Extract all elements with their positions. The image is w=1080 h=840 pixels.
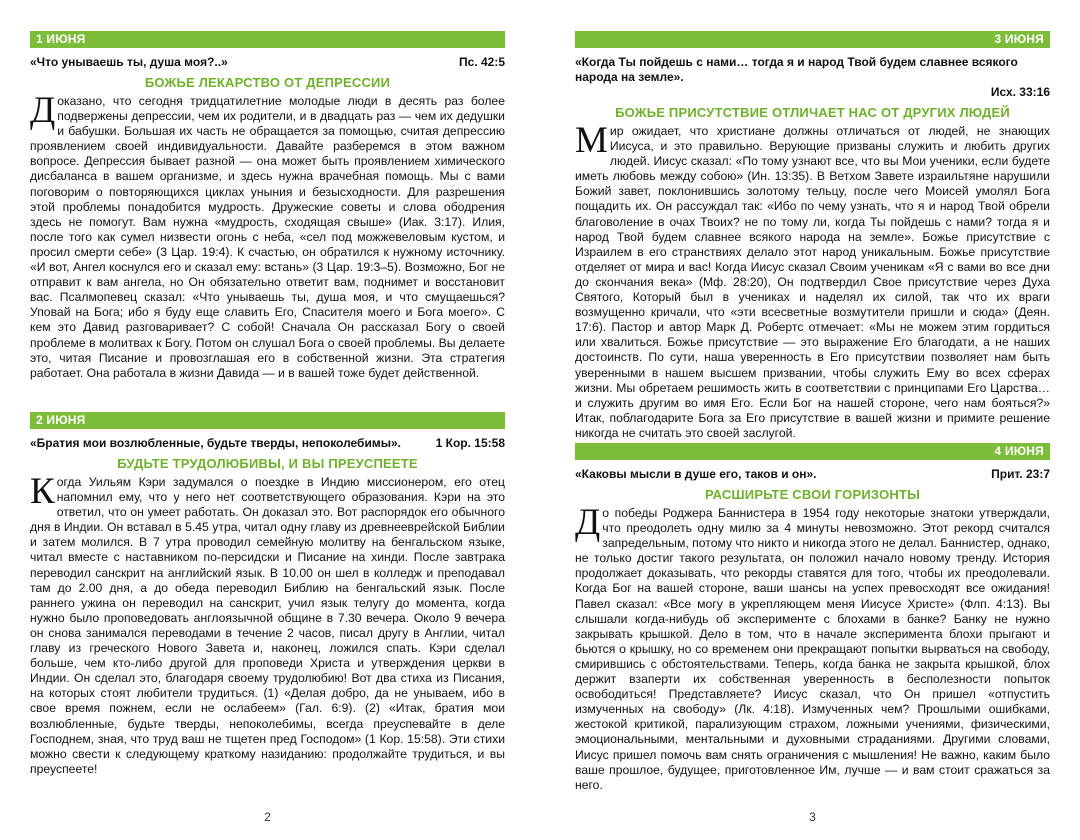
verse-quote: «Каковы мысли в душе его, таков и он». <box>575 467 817 481</box>
drop-cap: Д <box>30 90 56 131</box>
date-bar: 3 ИЮНЯ <box>575 31 1050 48</box>
body-text: огда Уильям Кэри задумался о поездке в Индию миссионером, его отец напомнил ему, что у него нет соответствующего образования. Кэри на это ответил, что он умеет работать. Он доказал это. Вот распорядок его обычного дня в Индии. Он вставал в 5.45 утра, читал одну главу из древнееврейской Библии и затем молился. В 7 утра проводил семейную молитву на бенгальском языке, читал вместе с наставником по-персидски и Писание на хинди. После завтрака переводил санскрит на английский язык. В 10.00 он шел в колледж и преподавал там до 2.00 дня, а до обеда переводил Библию на бенгальский язык. После раннего ужина он переводил на санскрит, учил язык телугу до момента, когда нужно было проповедовать англоязычной общине в 7.30 вечера. Около 9 вечера он снова занимался переводами в течение 2 часов, писал другу в Англии, читал главу из греческого Нового Завета и, наконец, ложился спать. Кэри сделал больше, чем кто-либо другой для проповеди Христа и утверждения церкви в Индии. Он сделал это, благодаря своему трудолюбию! Вот два стиха из Писания, на которых стоят любители трудиться. (1) «Делая добро, да не унываем, ибо в свое время пожнем, если не ослабеем» (Гал. 6:9). (2) «Итак, братия мои возлюбленные, будьте тверды, непоколебимы, всегда преуспевайте в деле Господнем, зная, что труд ваш не тщетен пред Господом» (1 Кор. 15:58). Эти стихи можно свести к следующему краткому назиданию: продолжайте трудиться, и вы преуспеете! <box>30 475 505 776</box>
verse-quote: «Братия мои возлюбленные, будьте тверды, непоколебимы». <box>30 436 401 450</box>
drop-cap: М <box>575 120 608 161</box>
page-number: 3 <box>809 810 816 824</box>
drop-cap: К <box>30 471 55 512</box>
verse-reference: Пс. 42:5 <box>459 55 505 69</box>
devotional-june-3 <box>575 31 1050 441</box>
devotional-june-4 <box>575 443 1050 793</box>
verse-reference: Исх. 33:16 <box>990 85 1050 99</box>
body-text: ир ожидает, что христиане должны отличаться от людей, не знающих Иисуса, и это правильно. Верующие призваны служить и любить других людей. Иисус сказал: «По тому узнают все, что вы Мои ученики, если будете иметь любовь между собою» (Ин. 13:35). В Ветхом Завете израильтяне нарушили Божий завет, поклонившись золотому тельцу, после чего Моисей умолял Бога пощадить их. Он рассуждал так: «Ибо по чему узнать, что я и народ Твой обрели благоволение в очах Твоих? не по тому ли, когда Ты пойдешь с нами? тогда я и народ Твой будем славнее всякого народа на земле». Божье присутствие с Израилем в его странствиях делало этот народ уникальным. Божье присутствие отделяет от мира и вас! Когда Иисус сказал Своим ученикам «Я с вами во все дни до скончания века» (Мф. 28:20), Он подтвердил Свое присутствие через Духа Святого, Который был в учениках и наделял их силой, так что их враги возмущенно кричали, что «эти всесветные возмутители пришли и сюда» (Деян. 17:6). Пастор и автор Марк Д. Робертс отмечает: «Мы не можем этим гордиться или хвалиться. Божье присутствие — это выражение Его благодати, а не наших достоинств. По сути, наша уверенность в Его присутствии позволяет нам быть уверенными в нашем высшем призвании, чтобы служить Ему во всех сферах жизни. Мы обретаем решимость жить в соответствии с принципами Его Царства… и служить другим во имя Его. Если Бог на нашей стороне, чего нам бояться?» Итак, поблагодарите Бога за Его присутствие в вашей жизни и примите решение никогда не считать это своей заслугой. <box>575 124 1050 440</box>
verse-reference: 1 Кор. 15:58 <box>435 436 505 450</box>
verse-row <box>575 467 1050 482</box>
verse-quote: «Когда Ты пойдешь с нами… тогда я и народ Твой будем славнее всякого народа на земле». <box>575 55 1018 84</box>
devotional-body <box>30 90 505 381</box>
verse-quote: «Что унываешь ты, душа моя?..» <box>30 55 228 69</box>
date-bar: 2 ИЮНЯ <box>30 412 505 429</box>
devotional-title: БОЖЬЕ ЛЕКАРСТВО ОТ ДЕПРЕССИИ <box>144 75 391 90</box>
devotional-title: БОЖЬЕ ПРИСУТСТВИЕ ОТЛИЧАЕТ НАС ОТ ДРУГИХ ЛЮДЕЙ <box>615 105 1010 120</box>
body-text: оказано, что сегодня тридцатилетние молодые люди в десять раз более подвержены депрессии, чем их родители, и в двадцать раз — чем их дедушки и бабушки. Большая их часть не обращается за помощью, считая депрессию проявлением своей индивидуальности. Давайте разберемся в этом важном вопросе. Депрессия бывает разной — она может быть проявлением химического дисбаланса в вашем организме, и здесь нужна врачебная помощь. Мы с вами поговорим о повторяющихся циклах уныния и безысходности. Для разрешения этой проблемы понадобится мудрость. Дружеские советы и слова ободрения здесь не помогут. Вам нужна «мудрость, сходящая свыше» (Иак. 3:17). Илия, после того как сумел низвести огонь с неба, «сел под можжевеловым кустом, и просил смерти себе» (3 Цар. 19:4). К счастью, он обратился к нужному источнику. «И вот, Ангел коснулся его и сказал ему: встань» (3 Цар. 19:3–5). Возможно, Бог не отправит к вам ангела, но Он обязательно ответит вам, поднимет и восстановит вас. Псалмопевец сказал: «Что унываешь ты, душа моя, и что смущаешься? Уповай на Бога; ибо я буду еще славить Его, Спасителя моего и Бога моего». С кем это Давид разговаривает? С собой! Сначала Он рассказал Богу о своей проблеме в молитвах к Богу. Потом он слушал Бога о своей проблемы. Вы делаете это, читая Писание и провозглашая его в собственной жизни. Эта стратегия работает. Она работала в жизни Давида — и в вашей тоже будет действенной. <box>30 94 505 380</box>
right-page <box>575 0 1050 840</box>
verse-row <box>30 436 505 451</box>
body-text: о победы Роджера Баннистера в 1954 году некоторые знатоки утверждали, что преодолеть одну милю за 4 минуты невозможно. Этот рекорд считался запредельным, потому что никто и никогда этого не делал. Баннистер, однако, не только достиг такого результата, он положил начало новому тренду. История продолжает доказывать, что рекорды ставятся для того, чтобы их преодолевали. Когда Бог на вашей стороне, ваши шансы на успех превосходят все ожидания! Павел сказал: «Все могу в укрепляющем меня Иисусе Христе» (Флп. 4:13). Вы слышали когда-нибудь об эксперименте с блохами в банке? Банку не нужно закрывать крышкой. Дело в том, что в начале эксперимента блохи прыгают и бьются о крышку, но со временем они прекращают попытки вырваться на свободу, смирившись с обстоятельствами. Теперь, когда банка не закрыта крышкой, блох держит взаперти их собственная уверенность в бесполезности попыток освободиться! Представляете? Иисус сказал, что Он пришел «отпустить измученных на свободу» (Лк. 4:18). Измученных чем? Прошлыми ошибками, жестокой критикой, парализующим страхом, ложными учениями, физическими, эмоциональными, ментальными и духовными страданиями. Другими словами, Иисус пришел помочь вам снять ограничения с мышления! Не важно, каким было ваше прошлое, будущее, приготовленное Им, лучше — и вам стоит сражаться за него. <box>575 506 1050 792</box>
devotional-title: РАСШИРЬТЕ СВОИ ГОРИЗОНТЫ <box>704 487 921 502</box>
devotional-june-1 <box>30 31 505 381</box>
date-bar: 1 ИЮНЯ <box>30 31 505 48</box>
devotional-body <box>575 502 1050 793</box>
verse-reference: Прит. 23:7 <box>991 467 1050 481</box>
verse-row <box>575 55 1050 100</box>
devotional-title: БУДЬТЕ ТРУДОЛЮБИВЫ, И ВЫ ПРЕУСПЕЕТЕ <box>117 456 418 471</box>
date-bar: 4 ИЮНЯ <box>575 443 1050 460</box>
drop-cap: Д <box>575 502 601 543</box>
devotional-body <box>575 120 1050 441</box>
verse-row <box>30 55 505 70</box>
page-number: 2 <box>264 810 271 824</box>
left-page <box>30 0 505 840</box>
devotional-body <box>30 471 505 777</box>
devotional-june-2 <box>30 412 505 777</box>
